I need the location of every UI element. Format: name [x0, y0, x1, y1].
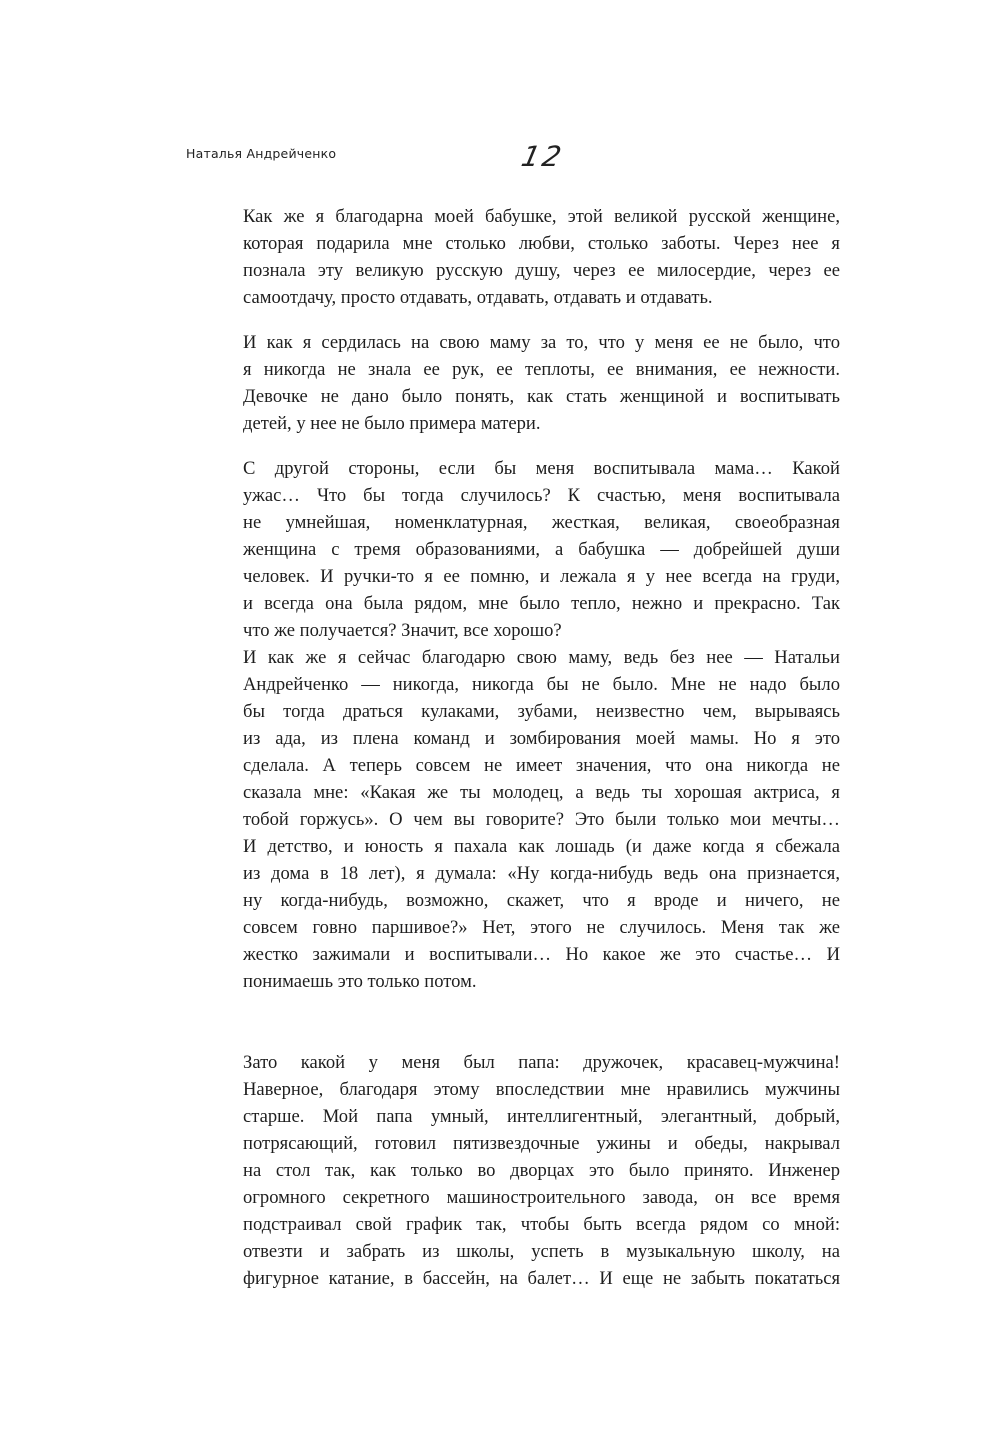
text-line: познала эту великую русскую душу, через ее милосердие, через ее [243, 260, 840, 281]
paragraph [243, 329, 840, 437]
text-line: С другой стороны, если бы меня воспитывала мама… Какой [243, 458, 840, 479]
text-line: Как же я благодарна моей бабушке, этой великой русской женщине, [243, 206, 840, 227]
text-line: подстраивал свой график так, чтобы быть всегда рядом со мной: [243, 1214, 840, 1235]
text-line: из ада, из плена команд и зомбирования моей мамы. Но я это [243, 728, 840, 749]
text-line: фигурное катание, в бассейн, на балет… И еще не забыть покататься [243, 1268, 840, 1289]
text-line: совсем говно паршивое?» Нет, этого не случилось. Меня так же [243, 917, 840, 938]
text-line: женщина с тремя образованиями, а бабушка — добрейшей души [243, 539, 840, 560]
page-number: 12 [518, 140, 568, 173]
text-line: из дома в 18 лет), я думала: «Ну когда-нибудь ведь она признается, [243, 863, 840, 884]
text-line: сказала мне: «Какая же ты молодец, а ведь ты хорошая актриса, я [243, 782, 840, 803]
text-line: И как я сердилась на свою маму за то, что у меня ее не было, что [243, 332, 840, 353]
text-line: на стол так, как только во дворцах это было принято. Инженер [243, 1160, 840, 1181]
text-line: я никогда не знала ее рук, ее теплоты, ее внимания, ее нежности. [243, 359, 840, 380]
text-line: детей, у нее не было примера матери. [243, 413, 541, 434]
text-line: старше. Мой папа умный, интеллигентный, элегантный, добрый, [243, 1106, 840, 1127]
text-line: не умнейшая, номенклатурная, жесткая, великая, своеобразная [243, 512, 840, 533]
text-line: которая подарила мне столько любви, столько заботы. Через нее я [243, 233, 840, 254]
text-line: огромного секретного машиностроительного завода, он все время [243, 1187, 840, 1208]
text-line: тобой горжусь». О чем вы говорите? Это были только мои мечты… [243, 809, 840, 830]
text-line: И как же я сейчас благодарю свою маму, ведь без нее — Натальи [243, 647, 840, 668]
text-line: человек. И ручки-то я ее помню, и лежала я у нее всегда на груди, [243, 566, 840, 587]
paragraph [243, 644, 840, 995]
running-header-author: Наталья Андрейченко [186, 146, 337, 161]
text-line: ужас… Что бы тогда случилось? К счастью, меня воспитывала [243, 485, 840, 506]
text-line: бы тогда драться кулаками, зубами, неизвестно чем, вырываясь [243, 701, 840, 722]
text-line: отвезти и забрать из школы, успеть в музыкальную школу, на [243, 1241, 840, 1262]
text-line: ну когда-нибудь, возможно, скажет, что я вроде и ничего, не [243, 890, 840, 911]
text-line: Наверное, благодаря этому впоследствии мне нравились мужчины [243, 1079, 840, 1100]
text-line: потрясающий, готовил пятизвездочные ужины и обеды, накрывал [243, 1133, 840, 1154]
text-line: самоотдачу, просто отдавать, отдавать, отдавать и отдавать. [243, 287, 713, 308]
text-line: жестко зажимали и воспитывали… Но какое же это счастье… И [243, 944, 840, 965]
text-line: понимаешь это только потом. [243, 971, 477, 992]
text-line: что же получается? Значит, все хорошо? [243, 620, 562, 641]
paragraph [243, 1049, 840, 1292]
text-line: Зато какой у меня был папа: дружочек, красавец-мужчина! [243, 1052, 840, 1073]
text-line: и всегда она была рядом, мне было тепло, нежно и прекрасно. Так [243, 593, 840, 614]
paragraph [243, 455, 840, 644]
text-line: Андрейченко — никогда, никогда бы не было. Мне не надо было [243, 674, 840, 695]
text-line: Девочке не дано было понять, как стать женщиной и воспитывать [243, 386, 840, 407]
text-line: сделала. А теперь совсем не имеет значения, что она никогда не [243, 755, 840, 776]
paragraph [243, 203, 840, 311]
text-line: И детство, и юность я пахала как лошадь (и даже когда я сбежала [243, 836, 840, 857]
